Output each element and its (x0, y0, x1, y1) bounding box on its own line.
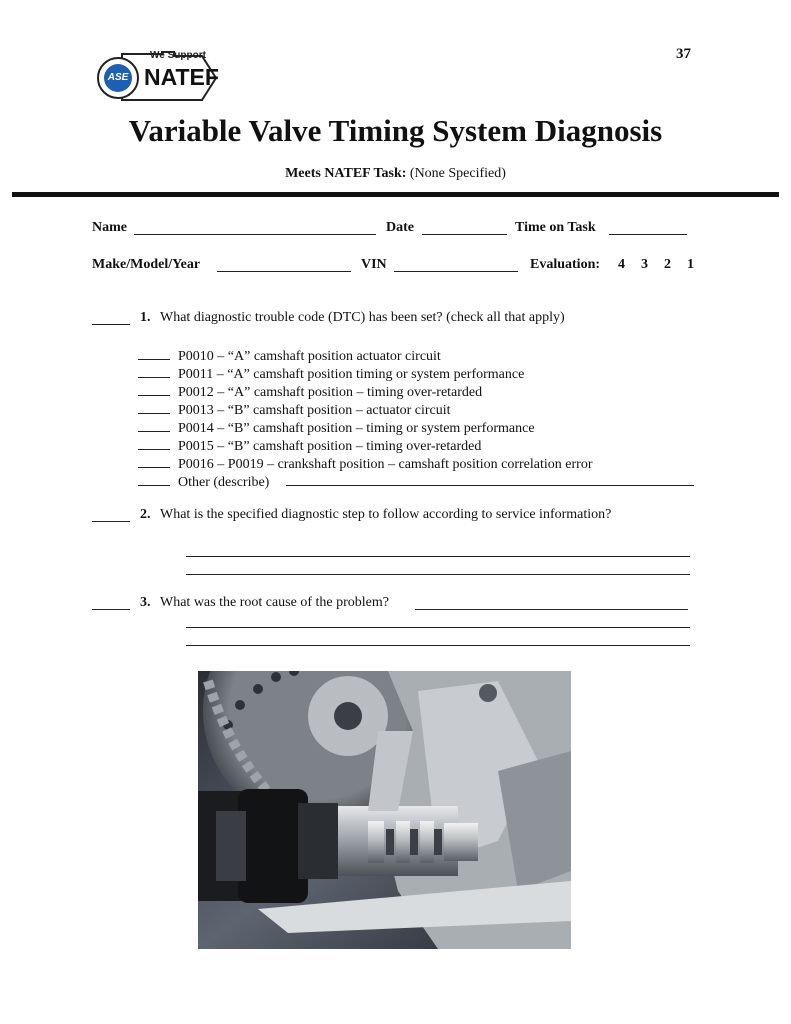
dtc-checkbox[interactable] (138, 418, 170, 432)
date-label: Date (386, 220, 414, 235)
q3-number: 3. (140, 595, 151, 610)
dtc-label: P0010 – “A” camshaft position actuator circuit (178, 349, 441, 364)
q2-check-blank[interactable] (92, 521, 130, 522)
name-label: Name (92, 220, 127, 235)
page-title: Variable Valve Timing System Diagnosis (128, 113, 663, 148)
q2-text: What is the specified diagnostic step to follow according to service information? (160, 507, 612, 522)
dtc-option-p0013[interactable] (138, 400, 451, 418)
vin-field[interactable] (394, 271, 518, 272)
q1-check-blank[interactable] (92, 324, 130, 325)
dtc-checkbox[interactable] (138, 382, 170, 396)
vvt-solenoid-photo (198, 671, 571, 949)
other-describe-field[interactable] (286, 485, 694, 486)
dtc-option-p0015[interactable] (138, 436, 481, 454)
q3-check-blank[interactable] (92, 609, 130, 610)
dtc-label: P0014 – “B” camshaft position – timing or system performance (178, 421, 535, 436)
header-divider (12, 192, 779, 197)
dtc-checkbox[interactable] (138, 436, 170, 450)
q1-text: What diagnostic trouble code (DTC) has been set? (check all that apply) (160, 310, 565, 325)
vin-label: VIN (361, 257, 387, 272)
dtc-label: P0012 – “A” camshaft position – timing over-retarded (178, 385, 483, 400)
evaluation-score-2[interactable]: 2 (664, 257, 671, 272)
dtc-checkbox[interactable] (138, 454, 170, 468)
evaluation-score-3[interactable]: 3 (641, 257, 648, 272)
evaluation-score-1[interactable]: 1 (687, 257, 694, 272)
logo-we-support: We Support (150, 50, 206, 61)
dtc-label: Other (describe) (178, 475, 270, 490)
vvt-solenoid-photo-graphic (198, 671, 571, 949)
q3-answer-inline[interactable] (415, 609, 688, 610)
q2-number: 2. (140, 507, 151, 522)
dtc-option-p0016-p0019[interactable] (138, 454, 592, 472)
q3-answer-line-1[interactable] (186, 627, 690, 628)
time-on-task-field[interactable] (609, 234, 687, 235)
dtc-label: P0011 – “A” camshaft position timing or system performance (178, 367, 525, 382)
q1-number: 1. (140, 310, 151, 325)
q3-text: What was the root cause of the problem? (160, 595, 389, 610)
dtc-checkbox[interactable] (138, 400, 170, 414)
dtc-option-p0010[interactable] (138, 346, 441, 364)
evaluation-label: Evaluation: (530, 257, 601, 272)
dtc-checkbox[interactable] (138, 346, 170, 360)
dtc-option-p0011[interactable] (138, 364, 524, 382)
dtc-option-p0014[interactable] (138, 418, 535, 436)
logo-natef-text: NATEF (144, 64, 219, 90)
page-number: 37 (676, 46, 691, 62)
dtc-option-p0012[interactable] (138, 382, 482, 400)
natef-task (0, 166, 791, 182)
natef-logo (92, 44, 220, 106)
dtc-label: P0013 – “B” camshaft position – actuator circuit (178, 403, 451, 418)
time-on-task-label: Time on Task (515, 220, 596, 235)
task-value: (None Specified) (409, 166, 506, 181)
date-field[interactable] (422, 234, 507, 235)
dtc-option-other[interactable] (138, 472, 269, 490)
dtc-label: P0016 – P0019 – crankshaft position – camshaft position correlation error (178, 457, 593, 472)
logo-ase-badge: ASE (107, 72, 129, 83)
evaluation-score-4[interactable]: 4 (618, 257, 625, 272)
q2-answer-line-2[interactable] (186, 574, 690, 575)
make-model-year-label: Make/Model/Year (92, 257, 201, 272)
q2-answer-line-1[interactable] (186, 556, 690, 557)
dtc-label: P0015 – “B” camshaft position – timing over-retarded (178, 439, 482, 454)
task-label: Meets NATEF Task: (285, 166, 407, 181)
q3-answer-line-2[interactable] (186, 645, 690, 646)
name-field[interactable] (134, 234, 376, 235)
dtc-checkbox[interactable] (138, 364, 170, 378)
make-model-year-field[interactable] (217, 271, 351, 272)
dtc-checkbox[interactable] (138, 472, 170, 486)
